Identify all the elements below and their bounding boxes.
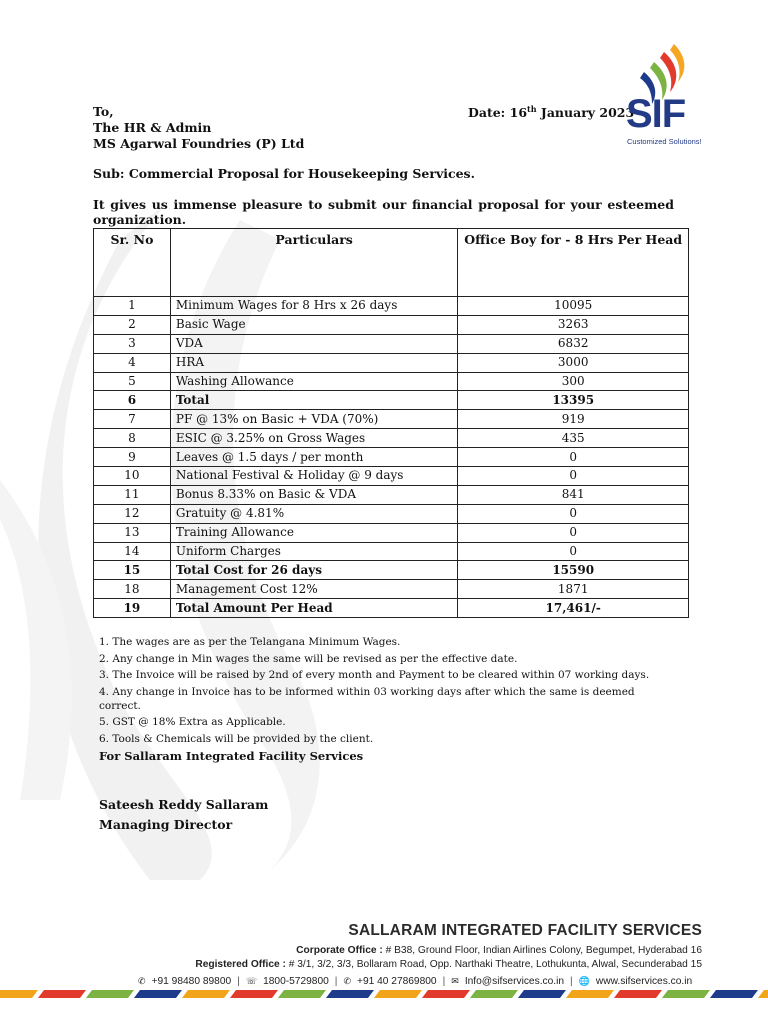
table-header-row: [94, 229, 689, 297]
for-company-line: For Sallaram Integrated Facility Services: [99, 749, 364, 763]
email-address[interactable]: Info@sifservices.co.in: [464, 976, 565, 987]
row-particular: Leaves @ 1.5 days / per month: [170, 448, 458, 467]
row-value: 0: [458, 467, 689, 486]
row-sr-no: 10: [94, 467, 171, 486]
row-particular: Bonus 8.33% on Basic & VDA: [170, 485, 458, 504]
row-value: 0: [458, 523, 689, 542]
row-sr-no: 12: [94, 504, 171, 523]
row-value: 3263: [458, 315, 689, 334]
table-row: [94, 485, 689, 504]
table-row: [94, 599, 689, 618]
row-value: 0: [458, 504, 689, 523]
header-particulars: Particulars: [170, 229, 458, 297]
sif-logo: [624, 42, 708, 150]
row-value: 10095: [458, 297, 689, 316]
row-sr-no: 3: [94, 334, 171, 353]
salutation-to: To,: [93, 104, 114, 119]
row-sr-no: 8: [94, 429, 171, 448]
row-sr-no: 9: [94, 448, 171, 467]
row-value: 300: [458, 372, 689, 391]
row-particular: National Festival & Holiday @ 9 days: [170, 467, 458, 486]
logo-wordmark: SIF: [626, 92, 686, 136]
table-row: [94, 315, 689, 334]
row-sr-no: 13: [94, 523, 171, 542]
row-value: 0: [458, 448, 689, 467]
letter-date: Date: 16th January 2023: [468, 104, 635, 121]
proposal-table: [93, 228, 689, 618]
footer-color-stripe: [0, 990, 768, 998]
row-sr-no: 2: [94, 315, 171, 334]
terms-notes: [99, 635, 679, 765]
header-sr-no: Sr. No: [94, 229, 171, 297]
table-row: [94, 372, 689, 391]
registered-office: Registered Office : # 3/1, 3/2, 3/3, Bollaram Road, Opp. Narthaki Theatre, Lothukunta, Alwal, Secunderabad 15: [195, 958, 702, 970]
stripe-segment: [278, 990, 326, 998]
row-sr-no: 4: [94, 353, 171, 372]
row-sr-no: 19: [94, 599, 171, 618]
table-row: [94, 448, 689, 467]
footer-contacts: ✆ +91 98480 89800 | ☏ 1800-5729800 | ✆ +91 40 27869800 | ✉ Info@sifservices.co.in | 🌐 www.sifservices.co.in: [138, 976, 693, 987]
table-row: [94, 429, 689, 448]
row-particular: Washing Allowance: [170, 372, 458, 391]
table-row: [94, 410, 689, 429]
email-icon: ✉: [451, 976, 459, 986]
table-row: [94, 561, 689, 580]
phone-icon: ✆: [343, 976, 351, 986]
stripe-segment: [422, 990, 470, 998]
note-item: 4. Any change in Invoice has to be informed within 03 working days after which the same is deemed correct.: [99, 685, 635, 712]
row-particular: Total Amount Per Head: [170, 599, 458, 618]
note-item: 1. The wages are as per the Telangana Minimum Wages.: [99, 636, 401, 648]
corporate-office: Corporate Office : # B38, Ground Floor, Indian Airlines Colony, Begumpet, Hyderabad 16: [296, 945, 702, 956]
signatory-title: Managing Director: [99, 817, 233, 832]
intro-paragraph: It gives us immense pleasure to submit our financial proposal for your esteemed organization.: [93, 197, 674, 227]
stripe-segment: [470, 990, 518, 998]
table-row: [94, 353, 689, 372]
row-sr-no: 1: [94, 297, 171, 316]
subject-line: Sub: Commercial Proposal for Housekeeping Services.: [93, 166, 475, 181]
row-value: 435: [458, 429, 689, 448]
table-row: [94, 297, 689, 316]
row-value: 13395: [458, 391, 689, 410]
tollfree-icon: ☏: [245, 976, 258, 986]
note-item: 2. Any change in Min wages the same will be revised as per the effective date.: [99, 652, 518, 665]
table-row: [94, 523, 689, 542]
table-row: [94, 391, 689, 410]
row-sr-no: 5: [94, 372, 171, 391]
row-particular: Basic Wage: [170, 315, 458, 334]
row-value: 0: [458, 542, 689, 561]
stripe-segment: [758, 990, 768, 998]
phone-number-1: +91 98480 89800: [151, 976, 232, 987]
signature-block: [99, 795, 268, 835]
row-particular: HRA: [170, 353, 458, 372]
stripe-segment: [614, 990, 662, 998]
stripe-segment: [710, 990, 758, 998]
row-value: 3000: [458, 353, 689, 372]
row-sr-no: 6: [94, 391, 171, 410]
row-particular: Minimum Wages for 8 Hrs x 26 days: [170, 297, 458, 316]
row-particular: VDA: [170, 334, 458, 353]
stripe-segment: [86, 990, 134, 998]
stripe-segment: [326, 990, 374, 998]
row-particular: ESIC @ 3.25% on Gross Wages: [170, 429, 458, 448]
phone-icon: ✆: [138, 976, 146, 986]
row-particular: Gratuity @ 4.81%: [170, 504, 458, 523]
stripe-segment: [182, 990, 230, 998]
note-item: 5. GST @ 18% Extra as Applicable.: [99, 716, 286, 728]
table-row: [94, 467, 689, 486]
row-value: 1871: [458, 580, 689, 599]
row-value: 841: [458, 485, 689, 504]
footer-company-name: SALLARAM INTEGRATED FACILITY SERVICES: [348, 922, 702, 939]
row-particular: Total: [170, 391, 458, 410]
row-particular: Uniform Charges: [170, 542, 458, 561]
row-particular: Total Cost for 26 days: [170, 561, 458, 580]
globe-icon: 🌐: [578, 976, 590, 986]
table-row: [94, 580, 689, 599]
row-sr-no: 11: [94, 485, 171, 504]
row-value: 919: [458, 410, 689, 429]
table-row: [94, 542, 689, 561]
recipient-line-1: The HR & Admin: [93, 120, 212, 135]
stripe-segment: [38, 990, 86, 998]
stripe-segment: [662, 990, 710, 998]
row-sr-no: 15: [94, 561, 171, 580]
table-row: [94, 504, 689, 523]
recipient-line-2: MS Agarwal Foundries (P) Ltd: [93, 136, 305, 151]
signatory-name: Sateesh Reddy Sallaram: [99, 797, 269, 812]
logo-tagline: Customized Solutions!: [627, 137, 702, 146]
phone-number-2: +91 40 27869800: [357, 976, 437, 987]
note-item: 6. Tools & Chemicals will be provided by the client.: [99, 732, 374, 745]
stripe-segment: [518, 990, 566, 998]
stripe-segment: [0, 990, 38, 998]
row-value: 15590: [458, 561, 689, 580]
note-item: 3. The Invoice will be raised by 2nd of every month and Payment to be cleared within 07 working days.: [99, 669, 650, 681]
stripe-segment: [230, 990, 278, 998]
header-office-boy: Office Boy for - 8 Hrs Per Head: [458, 229, 689, 297]
website-link[interactable]: www.sifservices.co.in: [595, 976, 693, 987]
row-sr-no: 7: [94, 410, 171, 429]
table-row: [94, 334, 689, 353]
row-sr-no: 18: [94, 580, 171, 599]
row-value: 17,461/-: [458, 599, 689, 618]
row-particular: PF @ 13% on Basic + VDA (70%): [170, 410, 458, 429]
row-particular: Management Cost 12%: [170, 580, 458, 599]
stripe-segment: [566, 990, 614, 998]
row-value: 6832: [458, 334, 689, 353]
recipient-address: [93, 104, 304, 152]
row-particular: Training Allowance: [170, 523, 458, 542]
row-sr-no: 14: [94, 542, 171, 561]
stripe-segment: [134, 990, 182, 998]
stripe-segment: [374, 990, 422, 998]
tollfree-number: 1800-5729800: [263, 976, 329, 987]
